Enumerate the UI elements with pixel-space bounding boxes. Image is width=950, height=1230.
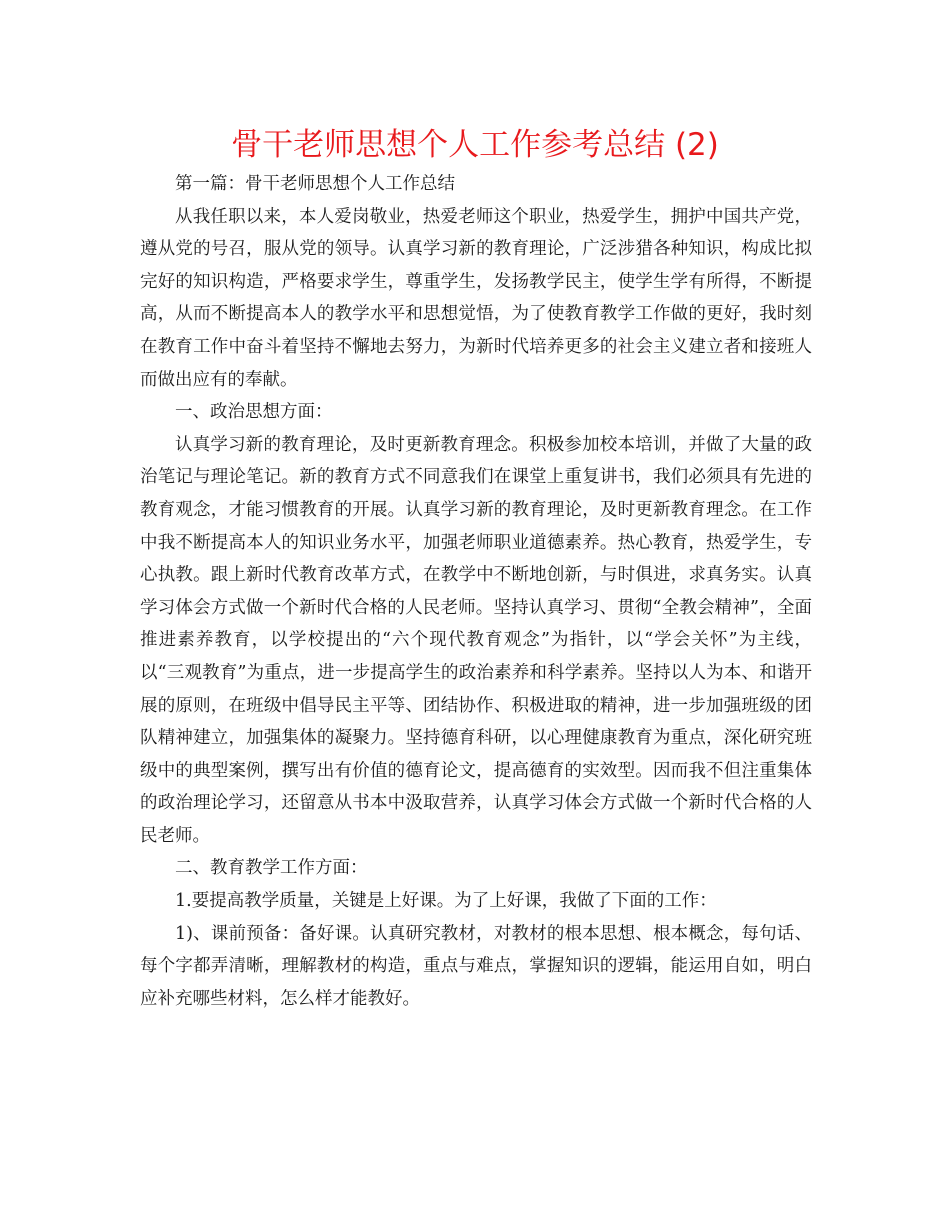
section-heading: 二、教育教学工作方面： bbox=[175, 858, 368, 879]
section-heading: 一、政治思想方面： bbox=[175, 402, 333, 423]
section-heading: 第一篇：骨干老师思想个人工作总结 bbox=[175, 174, 455, 194]
body-paragraph: 1.要提高教学质量，关键是上好课。为了上好课，我做了下面的工作： bbox=[175, 891, 717, 912]
body-paragraph: 1)、课前预备：备好课。认真研究教材，对教材的根本思想、根本概念，每句话、每个字都弄清晰，理解教材的构造，重点与难点，掌握知识的逻辑，能运用自如，明白应补充哪些材料，怎么样才能教好。 bbox=[140, 923, 812, 1009]
body-paragraph: 认真学习新的教育理论，及时更新教育理念。积极参加校本培训，并做了大量的政治笔记与理论笔记。新的教育方式不同意我们在课堂上重复讲书，我们必须具有先进的教育观念，才能习惯教育的开展。认真学习新的教育理论，及时更新教育理念。在工作中我不断提高本人的知识业务水平，加强老师职业道德素养。热心教育，热爱学生，专心执教。跟上新时代教育改革方式，在教学中不断地创新，与时俱进，求真务实。认真学习体会方式做一个新时代合格的人民老师。坚持认真学习、贯彻“全教会精神”，全面推进素养教育，以学校提出的“六个现代教育观念”为指针，以“学会关怀”为主线，以“三观教育”为重点，进一步提高学生的政治素养和科学素养。坚持以人为本、和谐开展的原则，在班级中倡导民主平等、团结协作、积极进取的精神，进一步加强班级的团队精神建立，加强集体的凝聚力。坚持德育科研，以心理健康教育为重点，深化研究班级中的典型案例，撰写出有价值的德育论文，提高德育的实效型。因而我不但注重集体的政治理论学习，还留意从书本中汲取营养，认真学习体会方式做一个新时代合格的人民老师。 bbox=[140, 434, 812, 846]
body-paragraph: 从我任职以来，本人爱岗敬业，热爱老师这个职业，热爱学生，拥护中国共产党，遵从党的号召，服从党的领导。认真学习新的教育理论，广泛涉猎各种知识，构成比拟完好的知识构造，严格要求学生，尊重学生，发扬教学民主，使学生学有所得，不断提高，从而不断提高本人的教学水平和思想觉悟，为了使教育教学工作做的更好，我时刻在教育工作中奋斗着坚持不懈地去努力，为新时代培养更多的社会主义建立者和接班人而做出应有的奉献。 bbox=[140, 206, 812, 390]
document-title: 骨干老师思想个人工作参考总结 (2) bbox=[231, 127, 719, 163]
document-body bbox=[140, 168, 812, 1015]
